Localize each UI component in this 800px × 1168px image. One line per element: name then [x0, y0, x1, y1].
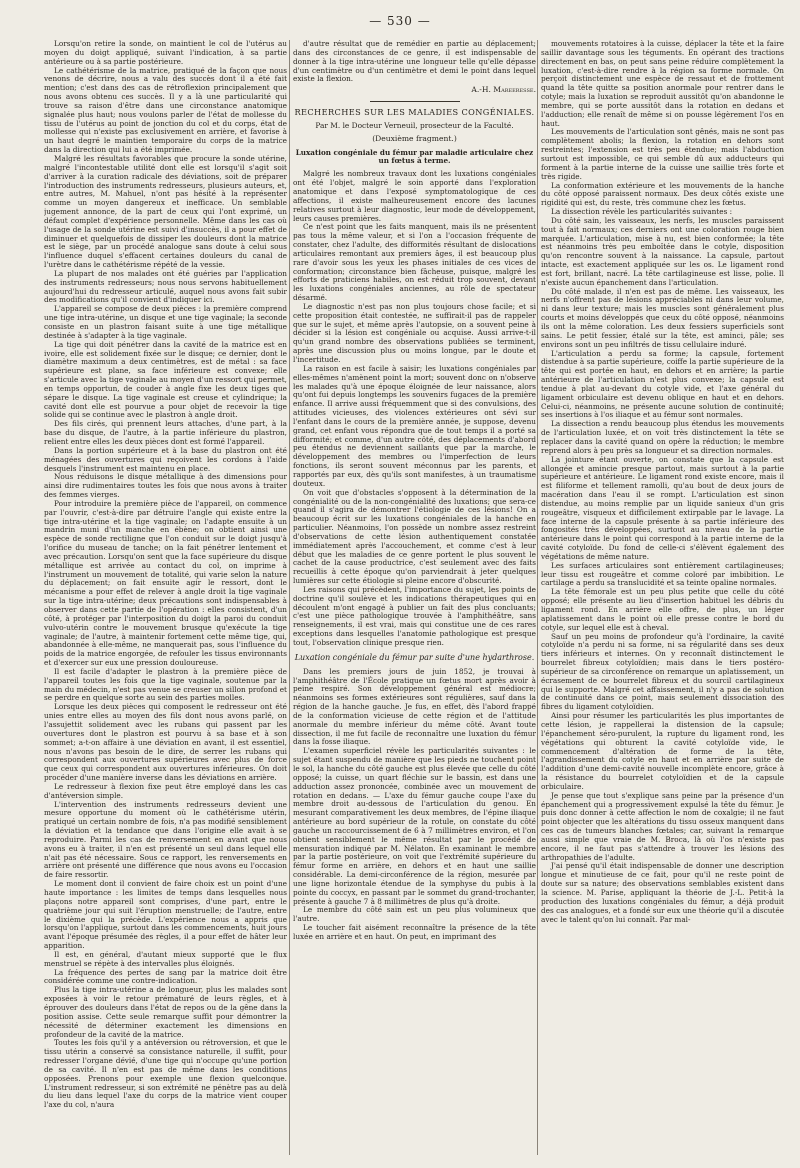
- paragraph: Lorsqu'on retire la sonde, on maintient le col de l'utérus au moyen du doigt appliqué, suivant l'indication, à sa partie antérieure ou à sa partie postérieure.: [44, 40, 287, 66]
- paragraph: Plus la tige intra-utérine a de longueur, plus les malades sont exposées à voir le retour prématuré de leurs règles, et à éprouver des douleurs dans l'état de repos ou de la gêne dans la position assise. Cette seule remarque suffit pour démontrer la nécessité de déterminer exactement les dimensions en profondeur de la cavité de la matrice.: [44, 985, 287, 1039]
- column-divider: [537, 40, 538, 1155]
- paragraph: La tige qui doit pénétrer dans la cavité de la matrice est en ivoire, elle est solidement fixée sur le disque; ce dernier, dont le diamètre maximum a deux centimètres, est de métal : sa face supérieure est plane, sa face inférieure est convexe; elle s'articule avec la tige vaginale au moyen d'un ressort qui permet, en temps opportun, de couder à angle fixe les deux tiges que sépare le disque. La tige vaginale est creuse et cylindrique; la cavité dont elle est pourvue a pour objet de recevoir la tige solide qui se continue avec le plastron à angle droit.: [44, 339, 287, 420]
- paragraph: Il est, en général, d'autant mieux supporté que le flux menstruel se répète à des intervalles plus éloignés.: [44, 949, 287, 968]
- paragraph: La jointure étant ouverte, on constate que la capsule est allongée et amincie presque partout, mais surtout à la partie supérieure et antérieure. Le ligament rond existe encore, mais il est filiforme et tellement ramolli, qu'au bout de deux jours de macération dans l'eau il se rompt. L'articulation est sinon distendue, au moins remplie par un liquide sanieux d'un gris rougeâtre, visqueux et difficilement extirpable par le lavage. La face interne de la capsule présente à sa partie inférieure des fongosités très développées, surtout au niveau de la partie antérieure dans le point qui correspond à la partie interne de la cavité cotyloïde. Du fond de celle-ci s'élèvent également des végétations de même nature.: [541, 454, 784, 561]
- italic-heading: Luxation congéniale du fémur par suite d'une hydarthrose.: [294, 652, 535, 662]
- author-signature: A.-H. Mareeresse.: [471, 85, 536, 95]
- section-title: RECHERCHES SUR LES MALADIES CONGÉNIALES.: [294, 107, 535, 118]
- paragraph: Les mouvements de l'articulation sont gênés, mais ne sont pas complètement abolis; la flexion, la rotation en dehors sont restreintes; l'extension est très peu étendue; mais l'abduction surtout est impossible, ce qui semble dû aux adducteurs qui forment à la partie interne de la cuisse une saillie très forte et très rigide.: [541, 127, 784, 181]
- page-number: — 530 —: [369, 14, 431, 28]
- paragraph: Le moment dont il convient de faire choix est un point d'une haute importance : les limites de temps dans lesquelles nous plaçons notre appareil sont comprises, d'une part, entre le quatrième jour qui suit l'éruption menstruelle; de l'autre, entre le dixième qui la précède. L'expérience nous a appris que lorsqu'on l'applique, surtout dans les commencements, huit jours avant l'époque présumée des règles, il a pour effet de hâter leur apparition.: [44, 879, 287, 951]
- paragraph: La plupart de nos malades ont été guéries par l'application des instruments redresseurs; nous nous servons habituellement aujourd'hui du redresseur articulé, auquel nous avons fait subir des modifications qu'il convient d'indiquer ici.: [44, 268, 287, 305]
- paragraph: Nous réduisons le disque métallique à des dimensions pour ainsi dire rudimentaires toutes les fois que nous avons à traiter des femmes vierges.: [44, 472, 287, 500]
- paragraph: L'appareil se compose de deux pièces : la première comprend une tige intra-utérine, un disque et une tige vaginale; la seconde consiste en un plastron faisant suite à une tige métallique destinée à s'adapter à la tige vaginale.: [44, 304, 287, 340]
- column-3: [541, 40, 784, 1155]
- paragraph: La raison en est facile à saisir; les luxations congéniales par elles-mêmes n'amènent point la mort; souvent donc on n'observe les malades qu'à une époque éloignée de leur naissance, alors qu'ont fui depuis longtemps les souvenirs fugaces de la première enfance. Il arrive aussi fréquemment que si des convulsions, des attitudes vicieuses, des violences extérieures ont sévi sur l'enfant dans le cours de la première année, je suppose, devenu grand, cet enfant vous répondra que de tout temps il a porté sa difformité; et comme, d'un autre côté, des déplacements d'abord peu étendus ne deviennent saillants que par la marche, le développement des membres ou l'imperfection de leurs fonctions, ils seront souvent méconnus par les parents, et rapportés par eux, dès qu'ils sont manifestes, à un traumatisme douteux.: [293, 363, 536, 488]
- paragraph: Pour introduire la première pièce de l'appareil, on commence par l'ouvrir, c'est-à-dire par détruire l'angle qui existe entre la tige intra-utérine et la tige vaginale; on l'adapte ensuite à un mandrin muni d'un manche en ébène; on obtient ainsi une espèce de sonde rectiligne que l'on conduit sur le doigt jusqu'à l'orifice du museau de tanche; on la fait pénétrer lentement et avec précaution. Lorsqu'on sent que la face supérieure du disque métallique est arrivée au contact du col, on imprime à l'instrument un mouvement de totalité, qui varie selon la nature du déplacement; on fait ensuite agir le ressort, dont le mécanisme a pour effet de relever à angle droit la tige vaginale sur la tige intra-utérine; deux précautions sont indispensables à observer dans cette partie de l'opération : elles consistent, d'un côté, à protéger par l'interposition du doigt la paroi du conduit vulvo-utérin contre le mouvement brusque qu'exécute la tige vaginale; de l'autre, à maintenir fortement cette même tige, qui, abandonnée à elle-même, ne manquerait pas, sous l'influence du poids de la matrice engorgée, de refouler les tissus environnants et d'exercer sur eux une pression douloureuse.: [44, 498, 287, 668]
- paragraph: L'examen superficiel révèle les particularités suivantes : le sujet étant suspendu de manière que les pieds ne touchent point le sol, la hanche du côté gauche est plus élevée que celle du côté opposé; la cuisse, un quart fléchie sur le bassin, est dans une adduction assez prononcée, combinée avec un mouvement de rotation en dedans. — L'axe du fémur gauche coupe l'axe du membre droit au-dessous de l'articulation du genou. En mesurant comparativement les deux membres, de l'épine iliaque antérieure au bord supérieur de la rotule, on constate du côté gauche un raccourcissement de 6 à 7 millimètres environ, et l'on obtient sensiblement le même résultat par le procédé de mensuration indiqué par M. Nélaton. En examinant le membre par la partie postérieure, on voit que l'extrémité supérieure du fémur forme en arrière, en dehors et en haut une saillie considérable. La demi-circonférence de la région, mesurée par une ligne horizontale étendue de la symphyse du pubis à la pointe du coccyx, en passant par le sommet du grand-trochanter, présente à gauche 7 à 8 millimètres de plus qu'à droite.: [293, 746, 536, 906]
- paragraph: mouvements rotatoires à la cuisse, déplacer la tête et la faire saillir davantage sous les téguments. En opérant des tractions directement en bas, on peut sans peine réduire complètement la luxation, c'est-à-dire rendre à la région sa forme normale. On perçoit distinctement une espèce de ressaut et de frottement quand la tête quitte sa position anormale pour rentrer dans le cotyle; mais la luxation se reproduit aussitôt qu'on abandonne le membre, qui se porte aussitôt dans la rotation en dedans et l'adduction; elle renaît de même si on pousse légèrement l'os en haut.: [541, 40, 784, 128]
- paragraph: Ainsi pour résumer les particularités les plus importantes de cette lésion, je rappellerai la distension de la capsule; l'épanchement séro-purulent, la rupture du ligament rond, les végétations qui obturent la cavité cotyloïde vide, le commencement d'altération de forme de la tête, l'agrandissement du cotyle en haut et en arrière par suite de l'addition d'une demi-cavité nouvelle incomplète encore, grâce à la résistance du bourrelet cotyloïdien et de la capsule orbiculaire.: [541, 711, 784, 791]
- paragraph: J'ai pensé qu'il était indispensable de donner une description longue et minutieuse de ce fait, pour qu'il ne reste point de doute sur sa nature; des observations semblables existent dans la science. M. Parise, appliquant la théorie de J.-L. Petit-à la production des luxations congéniales du fémur, a déjà produit des cas analogues, et a fondé sur eux une théorie qu'il a discutée avec le talent qu'on lui connaît. Par mal-: [541, 861, 784, 924]
- paragraph: La dissection révèle les particularités suivantes :: [551, 207, 733, 217]
- paragraph: On voit que d'obstacles s'opposent à la détermination de la congénialité ou de la non-congénialité des luxations; que sera-ce quand il s'agira de démontrer l'étiologie de ces lésions! On a beaucoup écrit sur les luxations congéniales de la hanche en particulier. Néanmoins, l'on possède un nombre assez restreint d'observations de cette lésion authentiquement constatée immédiatement après l'accouchement, et comme c'est à leur début que les maladies de ce genre portent le plus souvent le cachet de la cause productrice, c'est seulement avec des faits recueillis à cette époque qu'on parviendrait à jeter quelques lumières sur cette étiologie si pleine encore d'obscurité.: [293, 487, 536, 586]
- paragraph: Du côté sain, les vaisseaux, les nerfs, les muscles paraissent tout à fait normaux; ces derniers ont une coloration rouge bien marquée. L'articulation, mise à nu, est bien conformée; la tête est néanmoins très peu emboîtée dans le cotyle, disposition qu'on rencontre souvent à la naissance. La capsule, partout intacte, est exactement appliquée sur les os. Le ligament rond est fort, brillant, nacré. La tête cartilagineuse est lisse, polie. Il n'existe aucun épanchement dans l'articulation.: [541, 215, 784, 287]
- paragraph: La conformation extérieure et les mouvements de la hanche du côté opposé paraissent normaux. Des deux côtés existe une rigidité qui est, du reste, très commune chez les fœtus.: [541, 180, 784, 208]
- fragment-label: (Deuxième fragment.): [372, 133, 457, 143]
- paragraph: Il est facile d'adapter le plastron à la première pièce de l'appareil toutes les fois que la tige vaginale, soutenue par la main du médecin, n'est pas venue se creuser un sillon profond et se perdre en quelque sorte au sein des parties molles.: [44, 666, 287, 703]
- paragraph: Les surfaces articulaires sont entièrement cartilagineuses; leur tissu est rougeâtre et comme coloré par imbibition. Le cartilage a perdu sa translucidité et sa teinte opaline normales.: [541, 560, 784, 588]
- paragraph: Le cathétérisme de la matrice, pratiqué de la façon que nous venons de décrire, nous a valu des succès dont il a été fait mention; c'est dans des cas de rétroflexion principalement que nous avons obtenu ces succès. Il y a là une particularité qui trouve sa raison d'être dans une circonstance anatomique signalée plus haut; nous voulons parler de l'état de mollesse du tissu de l'utérus au point de jonction du col et du corps, état de mollesse qui n'existe pas exclusivement en arrière, et favorise à un haut degré le maintien temporaire du corps de la matrice dans la direction qui lui a été imprimée.: [44, 65, 287, 155]
- paragraph: Le toucher fait aisément reconnaître la présence de la tête luxée en arrière et en haut. On peut, en imprimant des: [293, 923, 536, 941]
- paragraph: Malgré les nombreux travaux dont les luxations congéniales ont été l'objet, malgré le soin apporté dans l'exploration anatomique et dans l'exposé symptomatologique de ces affections, il existe malheureusement encore des lacunes relatives surtout à leur diagnostic, leur mode de développement, leurs causes premières.: [293, 169, 536, 223]
- paragraph: Le redresseur à flexion fixe peut être employé dans les cas d'antéversion simple.: [44, 781, 287, 800]
- paragraph: Lorsque les deux pièces qui composent le redresseur ont été unies entre elles au moyen des fils dont nous avons parlé, on l'assujettit solidement avec les rubans qui passent par les ouvertures dont le plastron est pourvu à sa base et à son sommet; a-t-on affaire à une déviation en avant, il est essentiel, nous n'avons pas besoin de le dire, de serrer les rubans qui correspondent aux ouvertures supérieures avec plus de force que ceux qui correspondent aux ouvertures inférieures. On doit procéder d'une manière inverse dans les déviations en arrière.: [44, 702, 287, 783]
- paragraph: Le diagnostic n'est pas non plus toujours chose facile; et si cette proposition était contestée, ne suffirait-il pas de rappeler que sur le sujet, et même après l'autopsie, on a souvent peine à décider si la lésion est congéniale ou acquise. Aussi arrive-t-il qu'un grand nombre des observations publiées se terminent, après une discussion plus ou moins longue, par le doute et l'incertitude.: [293, 301, 536, 364]
- paragraph: Sauf un peu moins de profondeur qu'à l'ordinaire, la cavité cotyloïde n'a perdu ni sa forme, ni sa régularité dans ses deux tiers inférieurs et internes. On y reconnaît distinctement le bourrelet fibreux cotyloïdien; mais dans le tiers postéro-supérieur de sa circonférence on remarque un aplatissement, un écrasement de ce bourrelet fibreux et du sourcil cartilagineux qui le supporte. Malgré cet affaissement, il n'y a pas de solution de continuité dans ce point, mais seulement dissociation des fibres du ligament cotyloïdien.: [541, 631, 784, 712]
- byline: Par M. le Docteur Verneuil, prosecteur de la Faculté.: [315, 120, 514, 130]
- paragraph: La tête fémorale est un peu plus petite que celle du côté opposé; elle présente au lieu d'insertion habituel les débris du ligament rond. En arrière elle offre, de plus, un léger aplatissement dans le point où elle presse contre le bord du cotyle, sur lequel elle est à cheval.: [541, 587, 784, 632]
- paragraph: La dissection a rendu beaucoup plus étendus les mouvements de l'articulation luxée, et on voit très distinctement la tête se replacer dans la cavité quand on opère la réduction; le membre reprend alors à peu près sa longueur et sa direction normales.: [541, 419, 784, 455]
- paragraph: d'autre résultat que de remédier en partie au déplacement; dans des circonstances de ce genre, il est indispensable de donner à la tige intra-utérine une longueur telle qu'elle dépasse d'un centimètre ou d'un centimètre et demi le point dans lequel existe la flexion.: [293, 40, 536, 84]
- paragraph: Toutes les fois qu'il y a antéversion ou rétroversion, et que le tissu utérin a conservé sa consistance naturelle, il suffit, pour redresser l'organe dévié, d'une tige qui n'occupe qu'une portion de sa cavité. Il n'en est pas de même dans les conditions opposées. Prenons pour exemple une flexion quelconque. L'instrument redresseur, si son extrémité ne pénètre pas au delà du lieu dans lequel l'axe du corps de la matrice vient couper l'axe du col, n'aura: [44, 1038, 287, 1110]
- paragraph: Malgré les résultats favorables que procure la sonde utérine, malgré l'incontestable utilité dont elle est lorsqu'il s'agit soit d'arriver à la curation radicale des déviations, soit de préparer l'introduction des instruments redresseurs, plusieurs auteurs, et, entre autres, M. Mahuel, n'ont pas hésité à la représenter comme un moyen dangereux et inefficace. Un semblable jugement annonce, de la part de ceux qui l'ont exprimé, un défaut complet d'expérience personnelle. Même dans les cas où l'usage de la sonde utérine est suivi d'insuccès, il a pour effet de diminuer et quelquefois de dissiper les douleurs dont la matrice est le siège, par un procédé analogue sans doute à celui sous l'influence duquel s'effacent certaines douleurs du canal de l'urètre dans le cathétérisme répété de la vessie.: [44, 153, 287, 270]
- article-subhead: Luxation congéniale du fémur par maladie articulaire chez un fœtus à terme.: [295, 147, 534, 166]
- paragraph: Le membre du côté sain est un peu plus volumineux que l'autre.: [293, 905, 536, 924]
- paragraph: Dans les premiers jours de juin 1852, je trouvai à l'amphithéâtre de l'École pratique un fœtus mort après avoir à peine respiré. Son développement général est médiocre; néanmoins ses formes extérieures sont régulières, sauf dans la région de la hanche gauche. Je fus, en effet, dès l'abord frappé de la conformation vicieuse de cette région et de l'attitude anormale du membre inférieur du même côté. Avant toute dissection, il me fut facile de reconnaître une luxation du fémur dans la fosse iliaque.: [293, 666, 536, 747]
- paragraph: Les raisons qui précèdent, l'importance du sujet, les points de doctrine qu'il soulève et les indications thérapeutiques qui en découlent m'ont engagé à publier un fait des plus concluants; c'est une pièce pathologique trouvée à l'amphithéâtre, sans renseignements, il est vrai, mais qui constitue une de ces rares exceptions dans lesquelles l'anatomie pathologique est presque tout, l'observation clinique presque rien.: [293, 584, 536, 647]
- paragraph: Je pense que tout s'explique sans peine par la présence d'un épanchement qui a progressivement expulsé la tête du fémur. Je puis donc donner à cette affection le nom de coxalgie; il ne faut point objecter que les altérations du tissu osseux manquent dans ces cas de tumeurs blanches fœtales; car, suivant la remarque aussi simple que vraie de M. Broca, là où l'os n'existe pas encore, il ne faut pas s'attendre à trouver les lésions des arthropathies de l'adulte.: [541, 790, 784, 862]
- paragraph: La fréquence des pertes de sang par la matrice doit être considérée comme une contre-indication.: [44, 967, 287, 986]
- paragraph: L'articulation a perdu sa forme; la capsule, fortement distendue à sa partie supérieure, coiffe la partie supérieure de la tête qui est portée en haut, en dehors et en arrière; la partie antérieure de l'articulation n'est plus convexe; la capsule est tendue à plat au-devant du cotyle vide, et l'axe général du ligament orbiculaire est devenu oblique en haut et en dehors. Celui-ci, néanmoins, ne présente aucune solution de continuité; ses insertions à l'os iliaque et au fémur sont normales.: [541, 348, 784, 420]
- paragraph: Ce n'est point que les faits manquent, mais ils ne présentent pas tous la même valeur, et si l'on a l'occasion fréquente de constater, chez l'adulte, des difformités résultant de dislocations articulaires remontant aux premiers âges, il est beaucoup plus rare d'avoir sous les yeux les phases initiales de ces vices de conformation; circonstance bien fâcheuse, puisque, malgré les efforts de praticiens habiles, on est réduit trop souvent, devant les luxations congéniales anciennes, au rôle de spectateur désarmé.: [293, 222, 536, 303]
- section-rule: [370, 101, 460, 102]
- paragraph: Dans la portion supérieure et à la base du plastron ont été ménagées des ouvertures qui reçoivent les cordons à l'aide desquels l'instrument est maintenu en place.: [44, 445, 287, 473]
- column-1: [44, 40, 287, 1155]
- paragraph: Du côté malade, il n'en est pas de même. Les vaisseaux, les nerfs n'offrent pas de lésions appréciables ni dans leur volume, ni dans leur texture; mais les muscles sont généralement plus courts et moins développés que ceux du côté opposé, néanmoins ils ont la même coloration. Les deux fessiers superficiels sont sains. Le petit fessier, étalé sur la tête, est aminci, pâle; ses environs sont un peu infiltrés de tissu cellulaire induré.: [541, 286, 784, 349]
- paragraph: L'intervention des instruments redresseurs devient une mesure opportune du moment où le cathétérisme utérin, pratiqué un certain nombre de fois, n'a pas modifié sensiblement la déviation et la tendance que dans l'origine elle avait à se reproduire. Parmi les cas de renversement en avant que nous avons eu à traiter, il n'en est présenté un seul dans lequel elle n'ait pas été nécessaire. Sous ce rapport, les renversements en arrière ont présenté une différence que nous avons eu l'occasion de faire ressortir.: [44, 799, 287, 880]
- column-divider: [289, 40, 290, 1155]
- column-2: [293, 40, 536, 1155]
- paragraph: Des fils cirés, qui prennent leurs attaches, d'une part, à la base du disque, de l'autre, à la partie inférieure du plastron, relient entre elles les deux pièces dont est formé l'appareil.: [44, 419, 287, 446]
